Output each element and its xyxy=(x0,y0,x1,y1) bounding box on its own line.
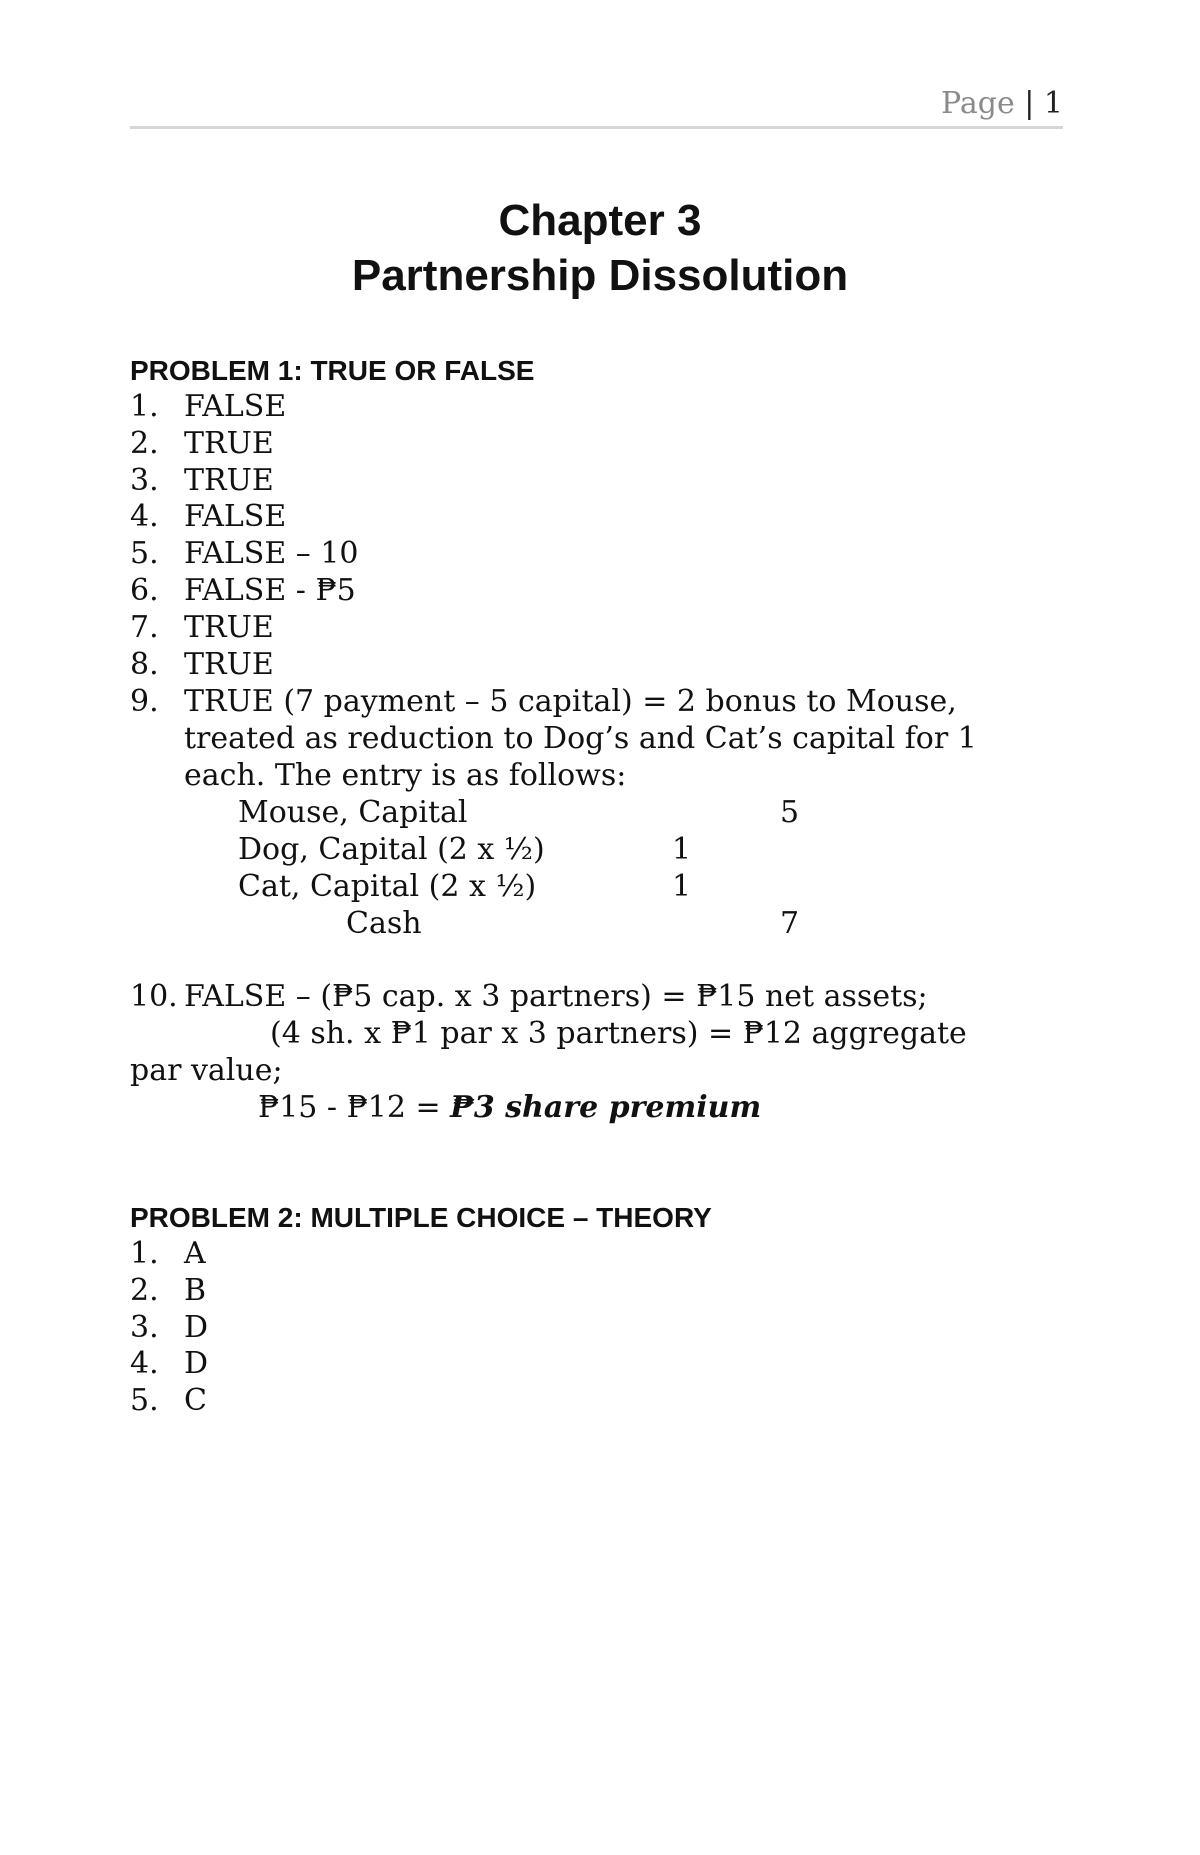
list-item xyxy=(130,1273,208,1310)
item-answer: C xyxy=(184,1383,207,1419)
item-answer: TRUE xyxy=(184,609,274,645)
list-item xyxy=(130,647,359,684)
item10-calc: ₱15 - ₱12 = xyxy=(258,1090,451,1125)
chapter-title: Chapter 3 xyxy=(498,196,702,245)
item-number: 2. xyxy=(130,425,159,461)
problem1-heading: PROBLEM 1: TRUE OR FALSE xyxy=(130,355,535,386)
share-premium-result: ₱3 share premium xyxy=(450,1090,762,1125)
list-item xyxy=(130,1383,208,1420)
item-number: 1. xyxy=(130,389,159,424)
entry-account-cat: Cat, Capital (2 x ½) xyxy=(238,869,537,904)
item-answer: A xyxy=(184,1236,206,1271)
item-answer: TRUE xyxy=(184,646,274,682)
header-divider xyxy=(130,126,1063,129)
item-number: 7. xyxy=(130,609,159,645)
page-separator: | xyxy=(1024,86,1035,121)
item-number: 4. xyxy=(130,499,159,535)
entry-debit-cash: 7 xyxy=(780,906,800,941)
entry-account-cash: Cash xyxy=(346,906,422,941)
item-answer: FALSE xyxy=(184,499,287,535)
problem2-list xyxy=(130,1236,208,1420)
list-item xyxy=(130,426,359,463)
problem1-list xyxy=(130,389,359,683)
entry-account-mouse: Mouse, Capital xyxy=(238,795,468,830)
entry-credit-cat: 1 xyxy=(672,869,692,904)
item-number: 3. xyxy=(130,1309,159,1345)
list-item xyxy=(130,610,359,647)
page-header xyxy=(130,86,1063,121)
list-item xyxy=(130,389,359,426)
list-item xyxy=(130,1346,208,1383)
item-answer: B xyxy=(184,1272,207,1308)
item10-number: 10. xyxy=(130,979,178,1014)
list-item xyxy=(130,536,359,573)
list-item xyxy=(130,499,359,536)
entry-credit-dog: 1 xyxy=(672,832,692,867)
item-number: 4. xyxy=(130,1346,159,1382)
item-number: 3. xyxy=(130,462,159,498)
list-item xyxy=(130,1310,208,1347)
item9-line1: TRUE (7 payment – 5 capital) = 2 bonus to Mouse, xyxy=(184,684,957,719)
item-number: 5. xyxy=(130,536,159,572)
item-answer: FALSE – 10 xyxy=(184,536,359,572)
list-item xyxy=(130,573,359,610)
page-label: Page xyxy=(941,86,1015,121)
list-item xyxy=(130,1236,208,1273)
item-number: 6. xyxy=(130,572,159,608)
item-answer: FALSE xyxy=(184,389,287,424)
item-answer: FALSE - ₱5 xyxy=(184,572,356,608)
item-number: 2. xyxy=(130,1272,159,1308)
item9-number: 9. xyxy=(130,684,159,719)
item-answer: D xyxy=(184,1346,209,1382)
item-number: 1. xyxy=(130,1236,159,1271)
entry-account-dog: Dog, Capital (2 x ½) xyxy=(238,832,545,867)
item-answer: TRUE xyxy=(184,425,274,461)
page-number: 1 xyxy=(1043,86,1063,121)
entry-debit-mouse: 5 xyxy=(780,795,800,830)
item10-line4 xyxy=(258,1090,761,1127)
list-item xyxy=(130,463,359,500)
item-number: 5. xyxy=(130,1383,159,1419)
item10-line2: (4 sh. x ₱1 par x 3 partners) = ₱12 aggregate xyxy=(270,1016,967,1051)
item-number: 8. xyxy=(130,646,159,682)
chapter-subtitle: Partnership Dissolution xyxy=(351,251,849,300)
item-answer: D xyxy=(184,1309,209,1345)
item-answer: TRUE xyxy=(184,462,274,498)
problem2-heading: PROBLEM 2: MULTIPLE CHOICE – THEORY xyxy=(130,1202,712,1233)
item9-line3: each. The entry is as follows: xyxy=(184,758,627,793)
item10-line1: FALSE – (₱5 cap. x 3 partners) = ₱15 net assets; xyxy=(184,979,928,1014)
item9-line2: treated as reduction to Dog’s and Cat’s capital for 1 xyxy=(184,721,977,756)
item10-line3: par value; xyxy=(130,1053,283,1088)
